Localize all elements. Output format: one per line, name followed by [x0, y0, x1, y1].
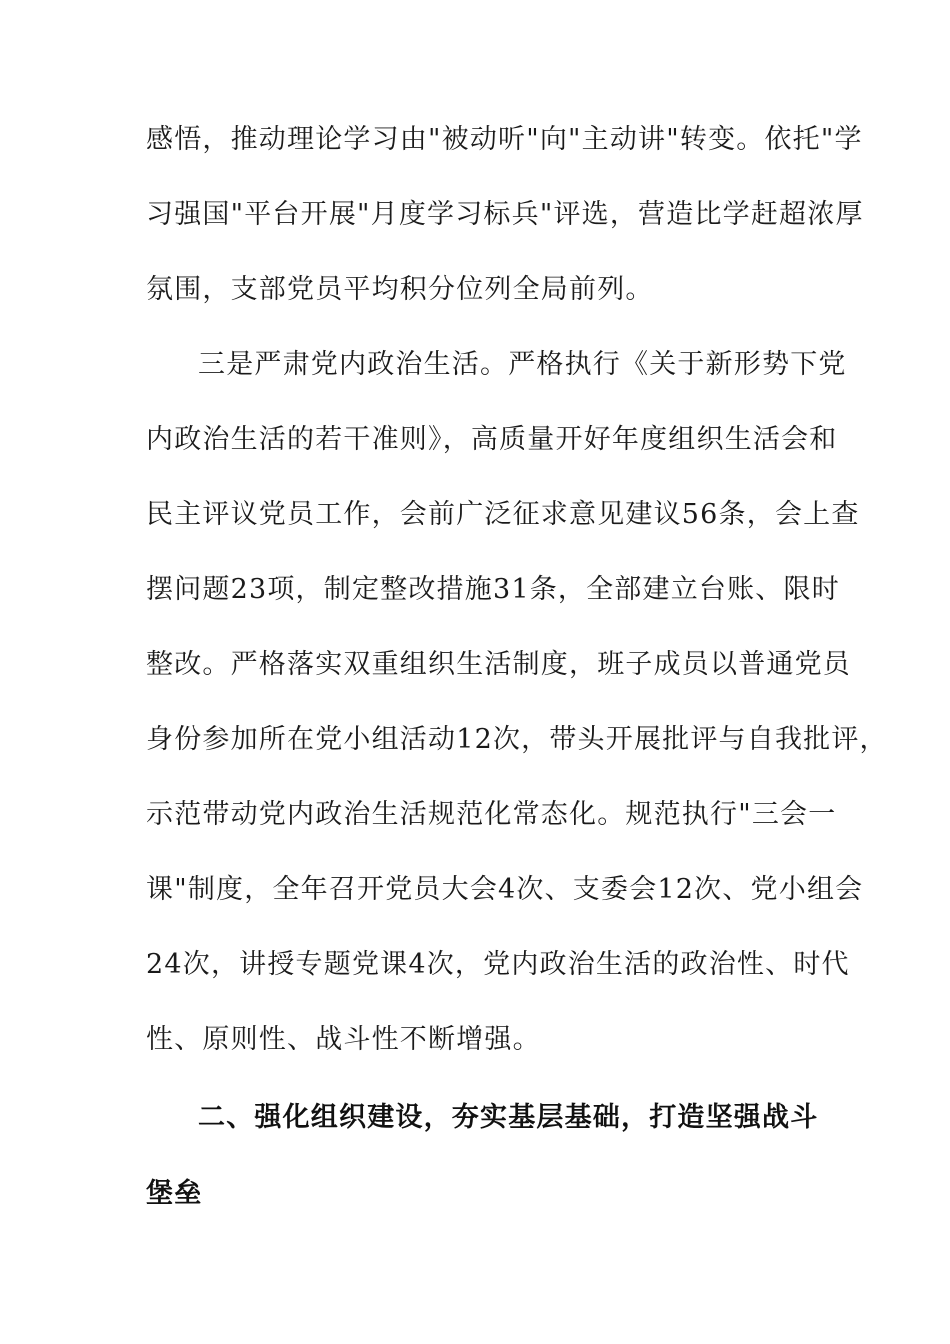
- paragraph-line: 内政治生活的若干准则》，高质量开好年度组织生活会和: [146, 424, 838, 455]
- paragraph-line: 性、原则性、战斗性不断增强。: [146, 1024, 541, 1055]
- paragraph-line: 摆问题23项，制定整改措施31条，全部建立台账、限时: [146, 574, 840, 605]
- paragraph-line: 习强国"平台开展"月度学习标兵"评选，营造比学赶超浓厚: [146, 199, 864, 230]
- paragraph-line: 示范带动党内政治生活规范化常态化。规范执行"三会一: [146, 799, 837, 830]
- paragraph-line: 24次，讲授专题党课4次，党内政治生活的政治性、时代: [146, 949, 850, 980]
- section-heading-line: 二、强化组织建设，夯实基层基础，打造坚强战斗: [198, 1102, 819, 1133]
- paragraph-line: 课"制度，全年召开党员大会4次、支委会12次、党小组会: [146, 874, 864, 905]
- paragraph-line: 民主评议党员工作，会前广泛征求意见建议56条，会上查: [146, 499, 860, 530]
- paragraph-line: 三是严肃党内政治生活。严格执行《关于新形势下党: [198, 349, 847, 380]
- paragraph-line: 感悟，推动理论学习由"被动听"向"主动讲"转变。依托"学: [146, 124, 863, 155]
- paragraph-line: 身份参加所在党小组活动12次，带头开展批评与自我批评，: [146, 724, 888, 755]
- paragraph-line: 整改。严格落实双重组织生活制度，班子成员以普通党员: [146, 649, 851, 680]
- paragraph-line: 氛围，支部党员平均积分位列全局前列。: [146, 274, 654, 305]
- section-heading-line: 堡垒: [146, 1178, 203, 1209]
